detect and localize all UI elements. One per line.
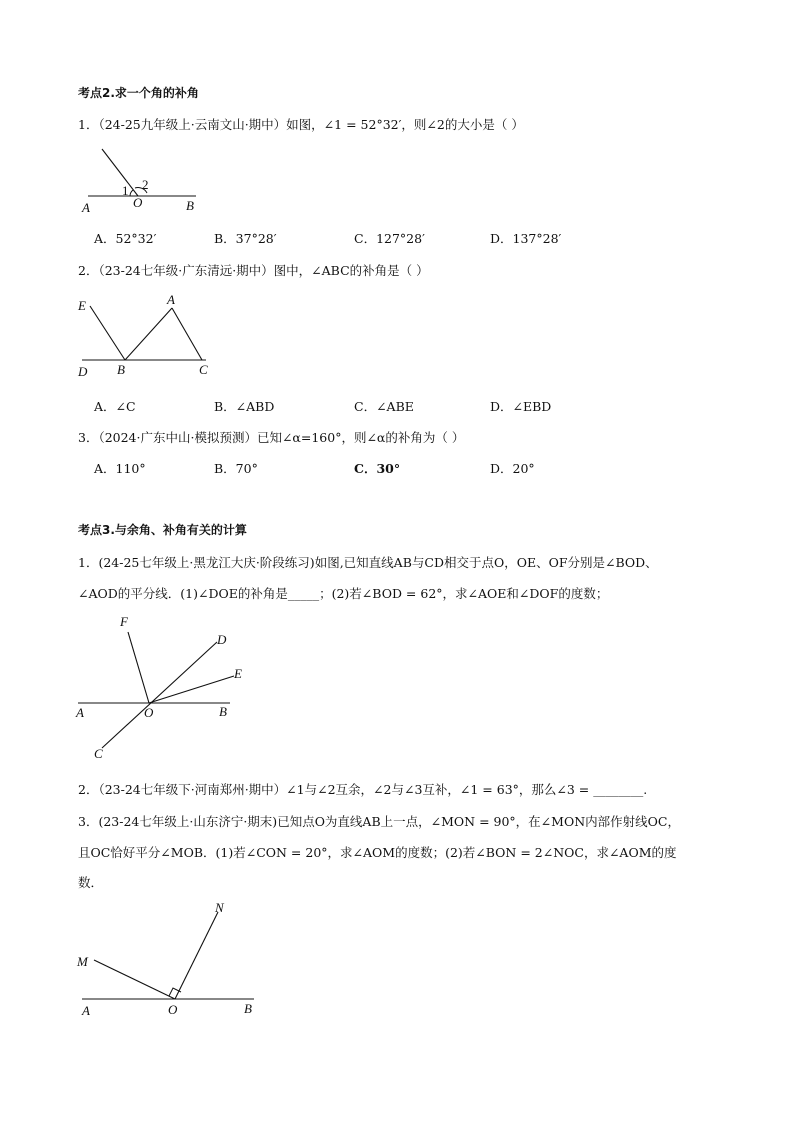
ray-on bbox=[175, 912, 218, 999]
segment-ba bbox=[125, 308, 172, 360]
option-2-1-d: D．137°28′ bbox=[490, 231, 562, 246]
label-b: B bbox=[244, 1001, 252, 1016]
figure-2-1 bbox=[78, 143, 218, 215]
label-b: B bbox=[117, 362, 125, 377]
option-2-2-d: D．∠EBD bbox=[490, 399, 552, 414]
label-m: M bbox=[77, 954, 88, 969]
figure-3-3 bbox=[72, 898, 272, 1022]
option-2-3-d: D．20° bbox=[490, 461, 535, 476]
label-angle-2: 2 bbox=[142, 177, 149, 192]
label-a: A bbox=[167, 292, 175, 307]
question-3-1-line2: ∠AOD的平分线．(1)∠DOE的补角是_____；(2)若∠BOD = 62°，求∠AOE和∠DOF的度数； bbox=[78, 586, 609, 601]
section2-heading: 考点2.求一个角的补角 bbox=[78, 86, 199, 100]
option-2-3-b: B．70° bbox=[214, 461, 258, 476]
label-c: C bbox=[94, 746, 103, 761]
option-2-2-c: C．∠ABE bbox=[354, 399, 414, 414]
label-o: O bbox=[168, 1002, 178, 1017]
label-a: A bbox=[82, 200, 90, 215]
question-3-3-line3: 数． bbox=[78, 875, 104, 890]
label-n: N bbox=[215, 900, 224, 915]
ray-oc bbox=[102, 149, 138, 196]
question-3-2-text: 2．（23-24七年级下·河南郑州·期中）∠1与∠2互余，∠2与∠3互补，∠1 = 63°，那么∠3 = ________. bbox=[78, 782, 648, 797]
option-2-3-c: C．30° bbox=[354, 461, 401, 476]
label-b: B bbox=[186, 198, 194, 213]
question-2-3-text: 3．（2024·广东中山·模拟预测）已知∠α=160°，则∠α的补角为（ ） bbox=[78, 430, 465, 445]
question-3-1-line1: 1．(24-25七年级上·黑龙江大庆·阶段练习)如图,已知直线AB与CD相交于点O，OE、OF分别是∠BOD、 bbox=[78, 555, 658, 570]
option-2-1-b: B．37°28′ bbox=[214, 231, 277, 246]
question-3-3-line2: 且OC恰好平分∠MOB．(1)若∠CON = 20°，求∠AOM的度数；(2)若∠BON = 2∠NOC，求∠AOM的度 bbox=[78, 845, 677, 860]
label-c: C bbox=[199, 362, 208, 377]
figure-3-1 bbox=[72, 612, 262, 764]
figure-2-2 bbox=[74, 290, 224, 382]
label-a: A bbox=[76, 705, 84, 720]
option-2-1-a: A．52°32′ bbox=[94, 231, 157, 246]
option-2-3-a: A．110° bbox=[94, 461, 146, 476]
segment-ac bbox=[172, 308, 202, 360]
section3-heading: 考点3.与余角、补角有关的计算 bbox=[78, 523, 247, 537]
question-2-2-text: 2．（23-24七年级·广东清远·期中）图中，∠ABC的补角是（ ） bbox=[78, 263, 429, 278]
label-f: F bbox=[120, 614, 128, 629]
label-d: D bbox=[217, 632, 227, 647]
right-angle-mark bbox=[169, 988, 181, 996]
question-3-3-line1: 3．(23-24七年级上·山东济宁·期末)已知点O为直线AB上一点，∠MON = 90°，在∠MON内部作射线OC， bbox=[78, 814, 680, 829]
label-o: O bbox=[133, 195, 143, 210]
option-2-2-b: B．∠ABD bbox=[214, 399, 275, 414]
option-2-2-a: A．∠C bbox=[94, 399, 136, 414]
label-e: E bbox=[78, 298, 86, 313]
question-2-1-text: 1．（24-25九年级上·云南文山·期中）如图，∠1 = 52°32′，则∠2的大小是（ ） bbox=[78, 117, 524, 132]
ray-om bbox=[94, 960, 175, 999]
label-a: A bbox=[82, 1003, 90, 1018]
ray-be bbox=[90, 306, 125, 360]
ray-of bbox=[128, 632, 149, 703]
label-o: O bbox=[144, 705, 154, 720]
line-cd bbox=[102, 642, 217, 748]
label-e: E bbox=[234, 666, 242, 681]
option-2-1-c: C．127°28′ bbox=[354, 231, 425, 246]
label-angle-1: 1 bbox=[122, 183, 129, 198]
label-b: B bbox=[219, 704, 227, 719]
label-d: D bbox=[78, 364, 88, 379]
ray-oe bbox=[149, 676, 234, 703]
